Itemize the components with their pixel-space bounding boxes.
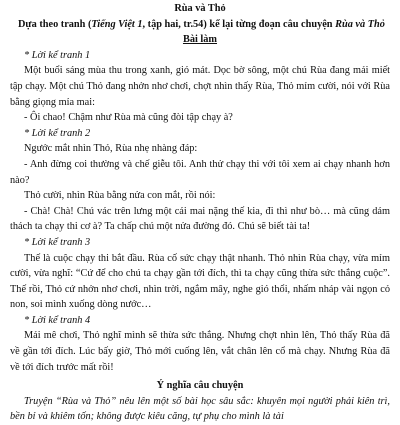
paragraph: Thỏ cười, nhìn Rùa bằng nửa con mắt, rồi nói: [24,190,216,202]
part-label: * Lời kể tranh 2 [24,127,91,139]
paragraph: Mải mê chơi, Thỏ nghĩ mình sẽ thừa sức thắng. Nhưng chợt nhìn lên, Thỏ thấy Rùa đã về gần tới đích. Lúc bấy giờ, Thỏ mới cuống lên, vắt chân lên cổ mà chạy. Nhưng Rùa đã về tới đích trước mất rồi! [10,330,390,373]
document-title: Rùa và Thỏ [174,3,226,14]
part-label: * Lời kể tranh 3 [24,236,91,248]
part-label: * Lời kể tranh 1 [24,49,91,61]
section-title: Bài làm [182,34,218,46]
dialogue-line: - Ôi chao! Chậm như Rùa mà cũng đòi tập chạy à? [24,112,233,124]
assignment-prompt [10,17,390,33]
prompt-middle: , tập hai, tr.54) kể lại từng đoạn câu chuyện [142,18,336,30]
meaning-title: Ý nghĩa câu chuyện [156,380,244,392]
paragraph: Một buổi sáng mùa thu trong xanh, gió mát. Dọc bờ sông, một chú Rùa đang mải miết tập chạy. Một chú Thỏ đang nhởn nhơ chơi, chợt nhìn thấy Rùa, Thỏ mỉm cười, nói với Rùa bằng giọng mỉa mai: [10,65,390,108]
dialogue-line: - Anh đừng coi thường và chế giễu tôi. Anh thử chạy thi với tôi xem ai chạy nhanh hơn nào? [10,158,390,186]
moral-paragraph: Truyện “Rùa và Thỏ” nêu lên một số bài học sâu sắc: khuyên mọi người phải kiên trì, bền bỉ và khiêm tốn; không được kiêu căng, tự phụ cho mình là tài [10,395,390,423]
paragraph: Ngước mắt nhìn Thỏ, Rùa nhẹ nhàng đáp: [24,143,198,155]
prompt-book-title: Tiếng Việt 1 [91,18,143,30]
part-label: * Lời kể tranh 4 [24,314,91,326]
prompt-before: Dựa theo tranh ( [18,18,92,30]
prompt-story-title: Rùa và Thỏ [335,18,385,30]
dialogue-line: - Chà! Chà! Chú vác trên lưng một cái mai nặng thế kia, đi thì như bò… mà cũng dám thách ta chạy thi cơ à? Ta chấp chú một nửa đường đó. Chú sẽ biết tài ta! [10,205,390,233]
paragraph: Thế là cuộc chạy thi bắt đầu. Rùa cố sức chạy thật nhanh. Thỏ nhìn Rùa chạy, vừa mỉm cười, vừa nghĩ: “Cứ để cho chú ta chạy gần tới đích, thì ta chạy cũng thừa sức thắng cuộc”. Thế rồi, Thỏ cứ nhởn nhơ chơi, nhìn trời, ngắm mây, nghe gió thổi, nhấm nháp vài ngọn cỏ non, soi mình xuống dòng nước… [10,252,390,311]
